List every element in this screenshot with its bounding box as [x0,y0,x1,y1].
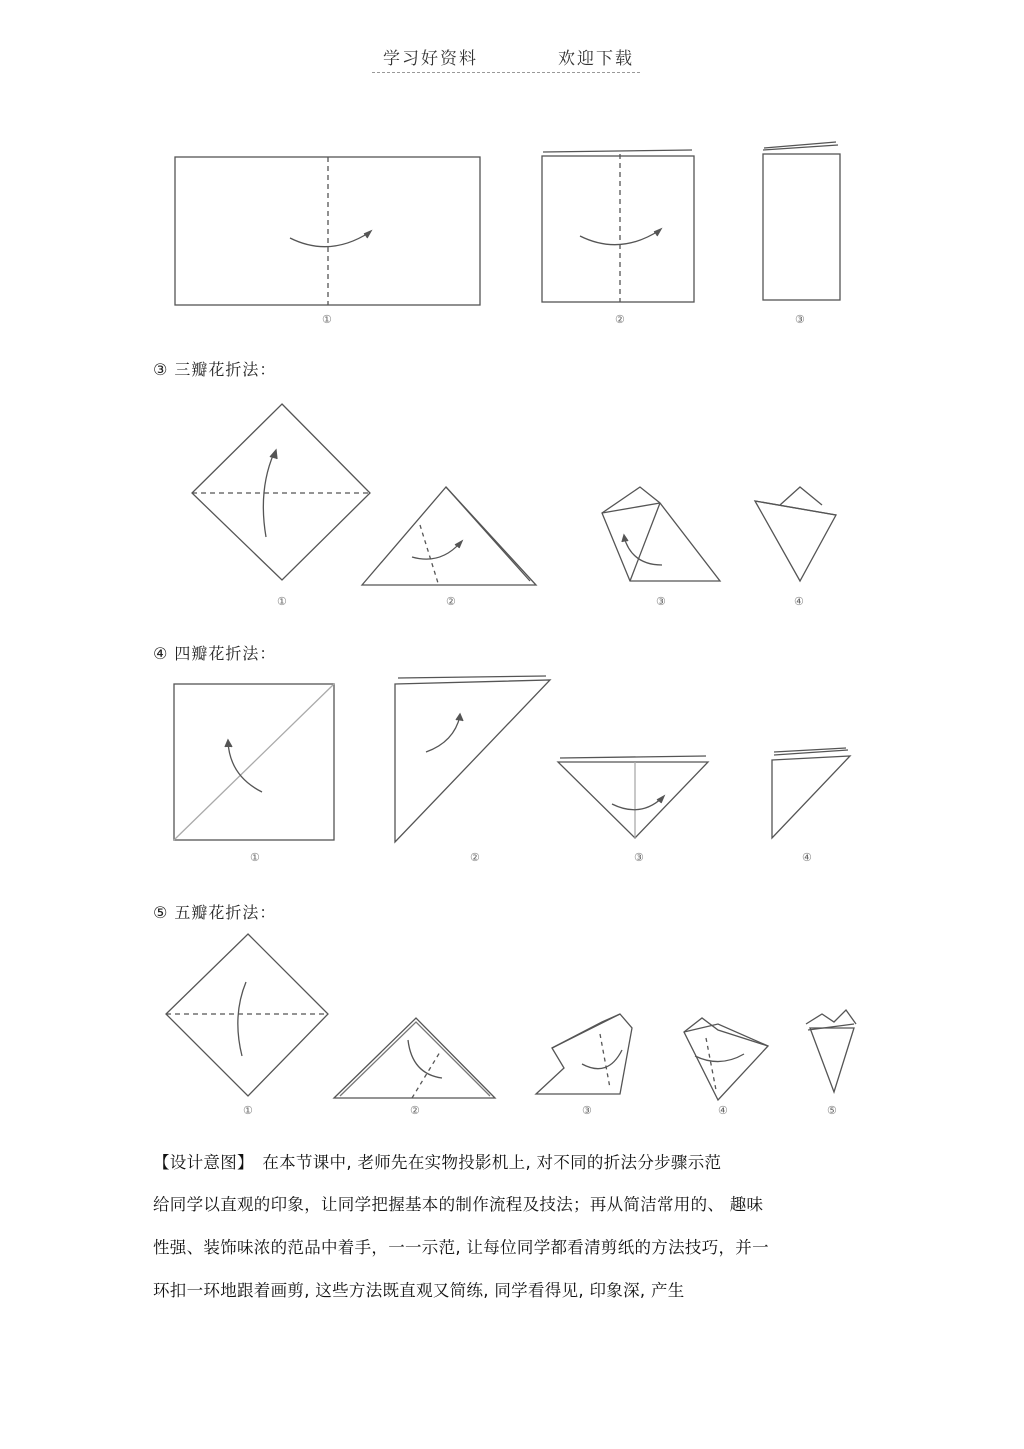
five-petal-step-labels [150,1104,880,1124]
five-petal-fold-diagram [150,928,880,1108]
step-label: ② [446,595,456,608]
header-divider [372,72,640,73]
step-label: ① [243,1104,253,1117]
step-label: ② [470,851,480,864]
step-label: ③ [795,313,805,326]
step-label: ① [250,851,260,864]
section-title-four-petal: ④ 四瓣花折法： [153,644,277,663]
step-label: ④ [718,1104,728,1117]
section-title-five-petal: ⑤ 五瓣花折法： [153,903,277,922]
three-petal-fold-diagram [150,395,880,595]
rect-step-labels [150,313,880,333]
paragraph-line: 给同学以直观的印象，让同学把握基本的制作流程及技法；再从简洁常用的、 趣味 [153,1195,764,1214]
step-label: ② [615,313,625,326]
step-label: ① [277,595,287,608]
three-petal-step-labels [150,595,880,615]
paragraph-line: 【设计意图】 在本节课中, 老师先在实物投影机上, 对不同的折法分步骤示范 [153,1153,722,1172]
step-label: ③ [656,595,666,608]
step-label: ④ [802,851,812,864]
rect-step2 [542,156,694,302]
fold-arrow-1 [290,232,370,247]
paragraph-line: 环扣一环地跟着画剪, 这些方法既直观又简练, 同学看得见, 印象深, 产生 [153,1281,685,1300]
four-petal-step-labels [150,851,880,871]
paragraph-line: 性强、装饰味浓的范品中着手，一一示范, 让每位同学都看清剪纸的方法技巧，并一 [153,1238,769,1257]
step-label: ① [322,313,332,326]
step-label: ④ [794,595,804,608]
section-title-three-petal: ③ 三瓣花折法： [153,360,277,379]
step-label: ③ [634,851,644,864]
rectangle-fold-diagram [150,140,880,330]
step-label: ⑤ [827,1104,837,1117]
four-petal-fold-diagram [150,672,880,852]
step-label: ③ [582,1104,592,1117]
header-left-text: 学习好资料 [383,49,478,69]
rect-step3 [763,154,840,300]
step-label: ② [410,1104,420,1117]
header-right-text: 欢迎下载 [558,49,634,69]
